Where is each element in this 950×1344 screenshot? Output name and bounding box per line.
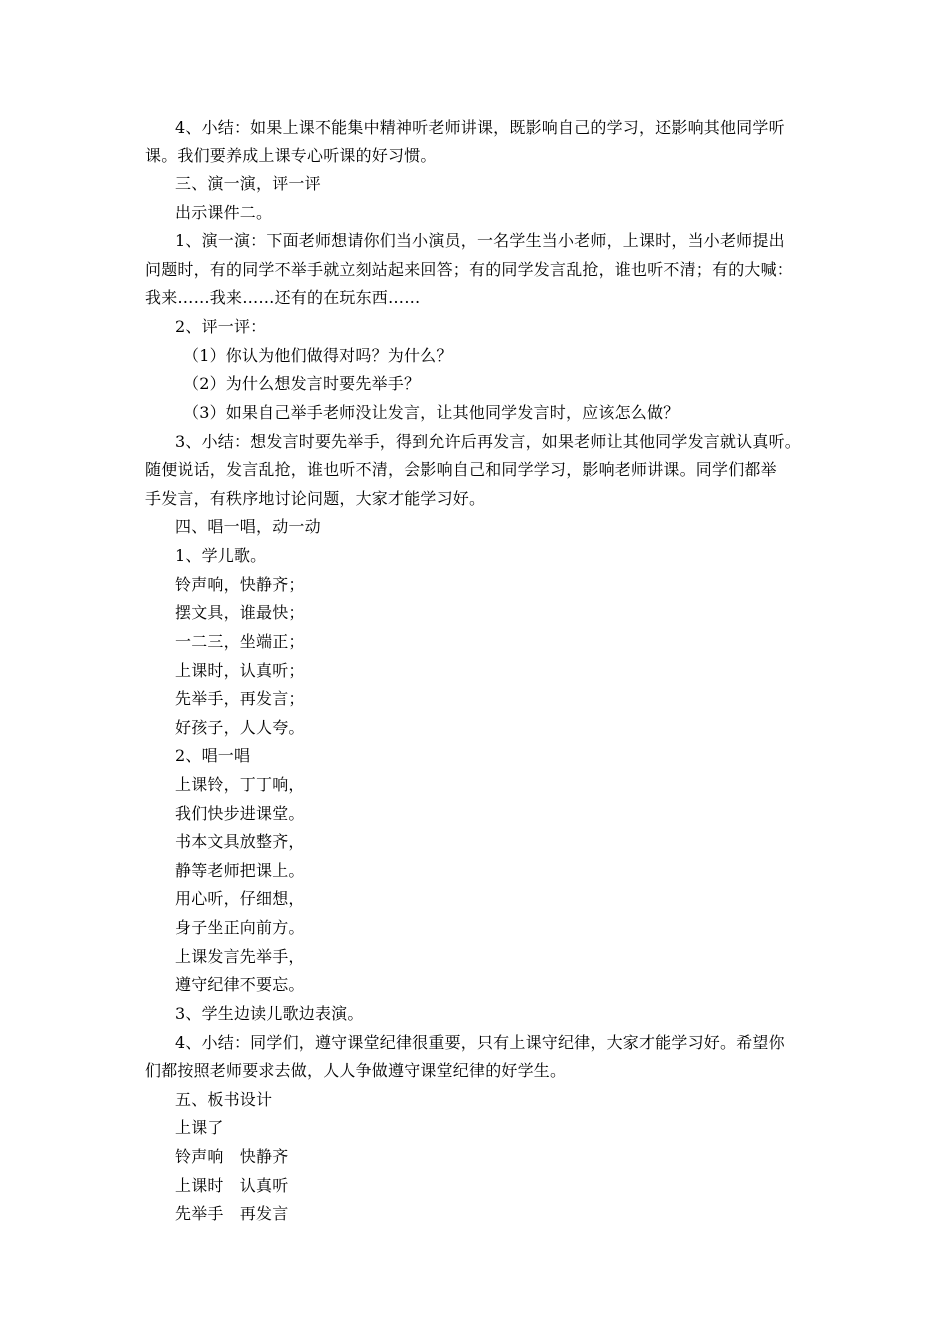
text-line: 1、学儿歌。 <box>175 546 267 565</box>
verse-line: 静等老师把课上。 <box>175 861 305 880</box>
question-line: （2）为什么想发言时要先举手？ <box>183 374 421 393</box>
verse-line: 书本文具放整齐， <box>175 832 305 851</box>
verse-line: 摆文具，谁最快； <box>175 603 305 622</box>
text-line: 2、唱一唱 <box>175 746 251 765</box>
text-line: 们都按照老师要求去做，人人争做遵守课堂纪律的好学生。 <box>145 1061 567 1080</box>
verse-line: 好孩子，人人夸。 <box>175 718 305 737</box>
text-line: 出示课件二。 <box>175 203 273 222</box>
text-line: 2、评一评： <box>175 317 267 336</box>
verse-line: 遵守纪律不要忘。 <box>175 975 305 994</box>
text-line: 随便说话，发言乱抢，谁也听不清，会影响自己和同学学习，影响老师讲课。同学们都举 <box>145 460 777 479</box>
verse-line: 身子坐正向前方。 <box>175 918 305 937</box>
text-line: 手发言，有秩序地讨论问题，大家才能学习好。 <box>145 489 486 508</box>
board-line: 上课时 认真听 <box>175 1176 289 1195</box>
verse-line: 上课发言先举手， <box>175 947 305 966</box>
verse-line: 上课时，认真听； <box>175 661 305 680</box>
verse-line: 先举手，再发言； <box>175 689 305 708</box>
board-line: 先举手 再发言 <box>175 1204 289 1223</box>
section-heading: 四、唱一唱，动一动 <box>175 517 321 536</box>
text-line: 3、小结：想发言时要先举手，得到允许后再发言，如果老师让其他同学发言就认真听。 <box>175 432 801 451</box>
text-line: 4、小结：如果上课不能集中精神听老师讲课，既影响自己的学习，还影响其他同学听 <box>175 118 785 137</box>
verse-line: 我们快步进课堂。 <box>175 804 305 823</box>
board-line: 上课了 <box>175 1118 224 1137</box>
board-line: 铃声响 快静齐 <box>175 1147 289 1166</box>
text-line: 问题时，有的同学不举手就立刻站起来回答；有的同学发言乱抢，谁也听不清；有的大喊： <box>145 260 794 279</box>
text-line: 4、小结：同学们，遵守课堂纪律很重要，只有上课守纪律，大家才能学习好。希望你 <box>175 1033 785 1052</box>
text-line: 1、演一演：下面老师想请你们当小演员，一名学生当小老师，上课时，当小老师提出 <box>175 231 785 250</box>
verse-line: 铃声响，快静齐； <box>175 575 305 594</box>
verse-line: 一二三，坐端正； <box>175 632 305 651</box>
text-line: 课。我们要养成上课专心听课的好习惯。 <box>145 146 437 165</box>
section-heading: 五、板书设计 <box>175 1090 273 1109</box>
text-line: 3、学生边读儿歌边表演。 <box>175 1004 364 1023</box>
verse-line: 用心听，仔细想， <box>175 889 305 908</box>
section-heading: 三、演一演，评一评 <box>175 174 321 193</box>
verse-line: 上课铃，丁丁响， <box>175 775 305 794</box>
question-line: （3）如果自己举手老师没让发言，让其他同学发言时，应该怎么做？ <box>183 403 680 422</box>
text-line: 我来……我来……还有的在玩东西…… <box>145 288 421 307</box>
question-line: （1）你认为他们做得对吗？为什么？ <box>183 346 453 365</box>
